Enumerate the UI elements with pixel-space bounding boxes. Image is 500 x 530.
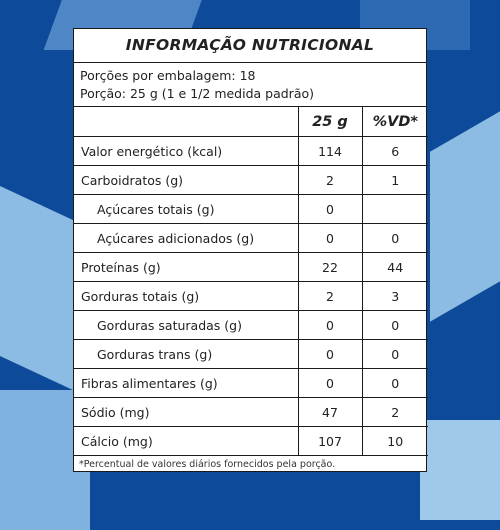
footnote: *Percentual de valores diários fornecidos pela porção. [79, 459, 336, 470]
label-title: INFORMAÇÃO NUTRICIONAL [74, 29, 426, 63]
nutrient-daily-value: 0 [362, 340, 428, 369]
nutrient-amount: 0 [298, 340, 362, 369]
nutrient-name: Sódio (mg) [74, 398, 298, 427]
nutrient-daily-value [362, 195, 428, 224]
nutrient-name: Gorduras trans (g) [74, 340, 298, 369]
nutrient-name: Açúcares totais (g) [74, 195, 298, 224]
table-row [74, 137, 428, 166]
serving-info [74, 63, 426, 107]
nutrient-amount: 0 [298, 195, 362, 224]
nutrient-name: Valor energético (kcal) [74, 137, 298, 166]
table-row [74, 253, 428, 282]
nutrient-name: Fibras alimentares (g) [74, 369, 298, 398]
table-row [74, 224, 428, 253]
nutrient-name: Proteínas (g) [74, 253, 298, 282]
table-row [74, 311, 428, 340]
nutrient-name: Gorduras saturadas (g) [74, 311, 298, 340]
nutrient-daily-value: 0 [362, 311, 428, 340]
table-row [74, 369, 428, 398]
table-row [74, 340, 428, 369]
table-header-row [74, 107, 428, 137]
nutrient-daily-value: 0 [362, 224, 428, 253]
header-daily-value: %VD* [362, 107, 428, 137]
background-shape [430, 88, 500, 322]
nutrition-table [74, 107, 428, 456]
table-row [74, 195, 428, 224]
nutrient-name: Açúcares adicionados (g) [74, 224, 298, 253]
nutrient-amount: 47 [298, 398, 362, 427]
nutrient-name: Gorduras totais (g) [74, 282, 298, 311]
nutrient-amount: 0 [298, 224, 362, 253]
nutrient-name: Carboidratos (g) [74, 166, 298, 195]
nutrient-amount: 22 [298, 253, 362, 282]
nutrient-daily-value: 0 [362, 369, 428, 398]
servings-per-package: Porções por embalagem: 18 [80, 68, 256, 83]
nutrient-amount: 2 [298, 166, 362, 195]
nutrient-amount: 107 [298, 427, 362, 456]
nutrient-daily-value: 2 [362, 398, 428, 427]
nutrient-daily-value: 44 [362, 253, 428, 282]
nutrient-amount: 0 [298, 311, 362, 340]
nutrient-daily-value: 10 [362, 427, 428, 456]
nutrient-amount: 114 [298, 137, 362, 166]
background-shape [420, 420, 500, 520]
nutrient-daily-value: 3 [362, 282, 428, 311]
nutrient-name: Cálcio (mg) [74, 427, 298, 456]
serving-size: Porção: 25 g (1 e 1/2 medida padrão) [80, 86, 315, 101]
header-amount: 25 g [298, 107, 362, 137]
table-row [74, 398, 428, 427]
nutrition-facts-label [73, 28, 427, 472]
table-row [74, 166, 428, 195]
nutrient-amount: 0 [298, 369, 362, 398]
nutrient-amount: 2 [298, 282, 362, 311]
nutrient-daily-value: 6 [362, 137, 428, 166]
table-row [74, 282, 428, 311]
table-row [74, 427, 428, 456]
nutrient-daily-value: 1 [362, 166, 428, 195]
header-nutrient [74, 107, 298, 137]
